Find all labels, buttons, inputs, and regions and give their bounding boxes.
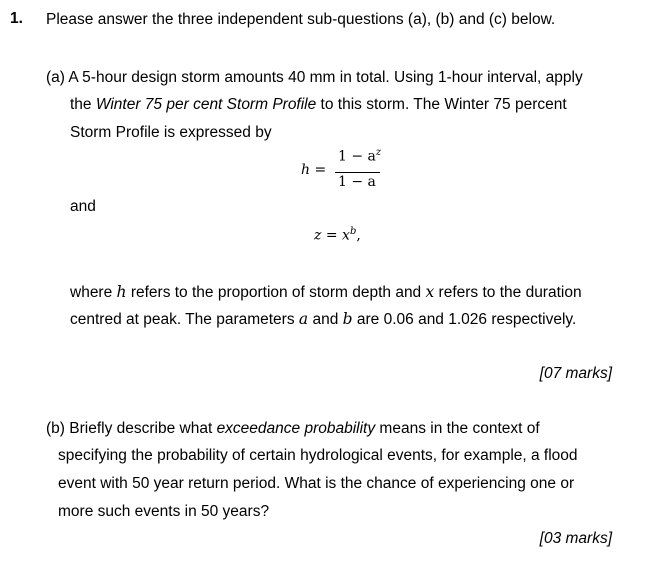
where-line-2: centred at peak. The parameters a and b are 0.06 and 1.026 respectively. <box>70 310 577 328</box>
part-a-line-2-pre: the <box>70 96 96 113</box>
question-intro: Please answer the three independent sub-questions (a), (b) and (c) below. <box>46 11 556 28</box>
part-a-line-2-post: to this storm. The Winter 75 percent <box>316 96 567 113</box>
exceedance-probability-term: exceedance probability <box>216 420 376 437</box>
and-connector: and <box>70 198 96 215</box>
question-number: 1. <box>10 10 23 27</box>
part-a-marks: [07 marks] <box>539 365 612 382</box>
part-b-line-1: (b) Briefly describe what exceedance probability means in the context of <box>46 420 540 437</box>
equation-denominator: 1 − a <box>338 174 376 190</box>
part-a-line-2 <box>70 95 567 115</box>
variable-b: b <box>342 310 353 328</box>
part-b-marks: [03 marks] <box>539 530 612 547</box>
exponent-equation: $z = x^b$, <box>314 226 361 244</box>
variable-h: h <box>116 283 127 301</box>
part-b-line-3: event with 50 year return period. What is the chance of experiencing one or <box>58 475 575 492</box>
storm-profile-equation <box>301 147 391 195</box>
part-a-line-1: (a) A 5-hour design storm amounts 40 mm in total. Using 1-hour interval, apply <box>46 69 583 86</box>
part-b-line-2: specifying the probability of certain hydrological events, for example, a flood <box>58 447 578 464</box>
fraction-bar <box>335 172 380 173</box>
storm-profile-name: Winter 75 per cent Storm Profile <box>95 96 317 113</box>
where-line-1: where h refers to the proportion of storm depth and x refers to the duration <box>70 283 582 301</box>
equation-numerator: $1 - a^z$ <box>338 147 382 165</box>
equation-lhs: h = <box>301 162 327 178</box>
part-b-line-4: more such events in 50 years? <box>58 503 270 520</box>
variable-x: x <box>425 283 435 301</box>
variable-a: a <box>298 310 309 328</box>
part-a-line-3: Storm Profile is expressed by <box>70 124 272 141</box>
